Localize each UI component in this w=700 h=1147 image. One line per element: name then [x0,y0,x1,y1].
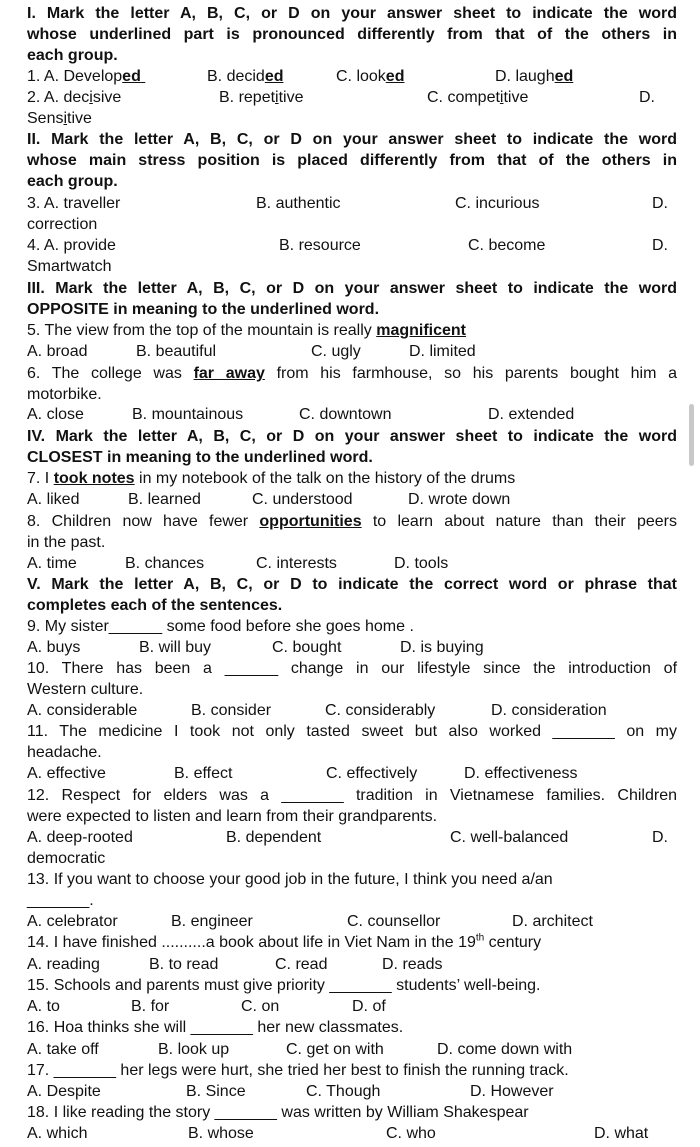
q14-option-b: B. to read [149,956,219,973]
q8-option-a: A. time [27,555,77,572]
question-8: 8. Children now have fewer opportunities to learn about nature than their peers [27,513,678,530]
q4-option-c: C. become [468,237,546,254]
question-5: 5. The view from the top of the mountain is really magnificent [27,322,467,339]
q14-option-a: A. reading [27,956,100,973]
q9-options [27,638,677,659]
q5-option-c: C. ugly [311,343,361,360]
q11-option-c: C. effectively [326,765,418,782]
question-10-line2: Western culture. [27,681,144,698]
q16-option-d: D. come down with [437,1041,573,1058]
q18-option-d: D. what [594,1125,649,1142]
q3-option-d-text: correction [27,216,98,233]
q15-blank: _______ [329,977,392,994]
question-15: 15. Schools and parents must give priority _______ students’ well-being. [27,977,541,994]
question-18: 18. I like reading the story _______ was written by William Shakespear [27,1104,529,1121]
q1-option-d: D. laughed [495,68,574,85]
q6-options [27,405,677,426]
q13-option-a: A. celebrator [27,913,118,930]
q14-options [27,955,677,976]
q11-options [27,764,677,785]
q3-option-c: C. incurious [455,195,540,212]
q1-option-c: C. looked [336,68,405,85]
q13-option-b: B. engineer [171,913,253,930]
q10-option-a: A. considerable [27,702,138,719]
question-11: 11. The medicine I took not only tasted sweet but also worked _______ on my [27,723,678,740]
q15-option-d: D. of [352,998,386,1015]
section-4-title-line2: CLOSEST in meaning to the underlined word. [27,449,373,466]
q4-option-d-text: Smartwatch [27,258,112,275]
q13-blank: _______. [27,892,94,909]
q2-option-b: B. repetitive [219,89,304,106]
q16-options [27,1040,677,1061]
q4-option-b: B. resource [279,237,361,254]
q2-option-c: C. competitive [427,89,529,106]
question-13: 13. If you want to choose your good job in the future, I think you need a/an [27,871,553,888]
section-2-title: II. Mark the letter A, B, C, or D on your answer sheet to indicate the word [27,131,677,148]
q13-options [27,912,677,933]
q15-option-a: A. to [27,998,60,1015]
q14-blank: .......... [161,934,206,951]
q12-option-c: C. well-balanced [450,829,569,846]
question-12-line2: were expected to listen and learn from their grandparents. [27,808,438,825]
q11-option-a: A. effective [27,765,106,782]
q18-blank: _______ [214,1104,277,1121]
scrollbar-thumb[interactable] [689,404,694,466]
section-3-title-line2: OPPOSITE in meaning to the underlined word. [27,301,380,318]
section-1-title-line2: whose underlined part is pronounced differently from that of the others in [27,26,677,43]
q7-option-b: B. learned [128,491,201,508]
q5-options [27,342,677,363]
q8-option-b: B. chances [125,555,205,572]
q10-option-c: C. considerably [325,702,436,719]
q11-option-b: B. effect [174,765,233,782]
q12-option-b: B. dependent [226,829,322,846]
question-6-line2: motorbike. [27,386,102,403]
q11-option-d: D. effectiveness [464,765,578,782]
q8-option-d: D. tools [394,555,449,572]
q16-option-a: A. take off [27,1041,99,1058]
section-1-title: I. Mark the letter A, B, C, or D on your answer sheet to indicate the word [27,5,677,22]
q1-option-a: 1. A. Developed [27,68,141,85]
q6-option-b: B. mountainous [132,406,244,423]
q10-options [27,701,677,722]
question-6: 6. The college was far away from his farmhouse, so his parents bought him a [27,365,677,382]
q5-option-a: A. broad [27,343,88,360]
q14-option-d: D. reads [382,956,443,973]
q12-option-a: A. deep-rooted [27,829,133,846]
q4-option-a: 4. A. provide [27,237,116,254]
q18-options [27,1124,677,1145]
q16-option-b: B. look up [158,1041,230,1058]
section-1-title-line3: each group. [27,47,118,64]
q8-options [27,554,677,575]
q11-blank: _______ [552,723,615,740]
q14-option-c: C. read [275,956,328,973]
q17-option-c: C. Though [306,1083,381,1100]
q5-option-d: D. limited [409,343,476,360]
q8-option-c: C. interests [256,555,337,572]
q9-blank: ______ [108,618,163,635]
q1-option-b: B. decided [207,68,284,85]
question-8-line2: in the past. [27,534,106,551]
question-2 [27,88,677,109]
q16-blank: _______ [190,1019,253,1036]
q7-option-c: C. understood [252,491,353,508]
q15-option-b: B. for [131,998,170,1015]
section-3-title: III. Mark the letter A, B, C, or D on your answer sheet to indicate the word [27,280,677,297]
section-2-title-line2: whose main stress position is placed differently from that of the others in [27,152,677,169]
section-2-title-line3: each group. [27,173,118,190]
q15-options [27,997,677,1018]
q2-option-a: 2. A. decisive [27,89,122,106]
q17-options [27,1082,677,1103]
q7-option-d: D. wrote down [408,491,511,508]
question-14: 14. I have finished ..........a book about life in Viet Nam in the 19th century [27,932,542,951]
q6-option-c: C. downtown [299,406,392,423]
q10-option-b: B. consider [191,702,272,719]
question-10: 10. There has been a ______ change in our lifestyle since the introduction of [27,660,678,677]
q3-option-d: D. [652,195,668,212]
q9-option-c: C. bought [272,639,342,656]
q10-blank: ______ [224,660,279,677]
q3-option-a: 3. A. traveller [27,195,121,212]
q17-option-d: D. However [470,1083,554,1100]
q13-option-c: C. counsellor [347,913,441,930]
q9-option-b: B. will buy [139,639,212,656]
q7-option-a: A. liked [27,491,80,508]
section-4-title: IV. Mark the letter A, B, C, or D on your answer sheet to indicate the word [27,428,677,445]
question-3 [27,194,677,215]
q2-option-d-text: Sensitive [27,110,92,127]
question-7: 7. I took notes in my notebook of the talk on the history of the drums [27,470,516,487]
question-4 [27,236,677,257]
q18-option-c: C. who [386,1125,436,1142]
q16-option-c: C. get on with [286,1041,384,1058]
q12-option-d-text: democratic [27,850,106,867]
question-11-line2: headache. [27,744,102,761]
q17-blank: _______ [53,1062,116,1079]
q17-option-a: A. Despite [27,1083,101,1100]
q17-option-b: B. Since [186,1083,246,1100]
q12-blank: _______ [281,787,344,804]
question-9: 9. My sister______ some food before she goes home . [27,618,414,635]
q12-options [27,828,677,849]
q13-option-d: D. architect [512,913,593,930]
q3-option-b: B. authentic [256,195,341,212]
q4-option-d: D. [652,237,668,254]
question-1 [27,67,677,88]
question-12: 12. Respect for elders was a _______ tradition in Vietnamese families. Children [27,787,677,804]
q5-option-b: B. beautiful [136,343,217,360]
q6-option-d: D. extended [488,406,575,423]
q18-option-b: B. whose [188,1125,254,1142]
q15-option-c: C. on [241,998,280,1015]
question-17: 17. _______ her legs were hurt, she tried her best to finish the running track. [27,1062,569,1079]
question-16: 16. Hoa thinks she will _______ her new classmates. [27,1019,404,1036]
q2-option-d: D. [639,89,655,106]
q10-option-d: D. consideration [491,702,607,719]
section-5-title: V. Mark the letter A, B, C, or D to indicate the correct word or phrase that [27,576,677,593]
q9-option-d: D. is buying [400,639,484,656]
section-5-title-line2: completes each of the sentences. [27,597,283,614]
q7-options [27,490,677,511]
q6-option-a: A. close [27,406,84,423]
q18-option-a: A. which [27,1125,88,1142]
q9-option-a: A. buys [27,639,81,656]
q12-option-d: D. [652,829,668,846]
